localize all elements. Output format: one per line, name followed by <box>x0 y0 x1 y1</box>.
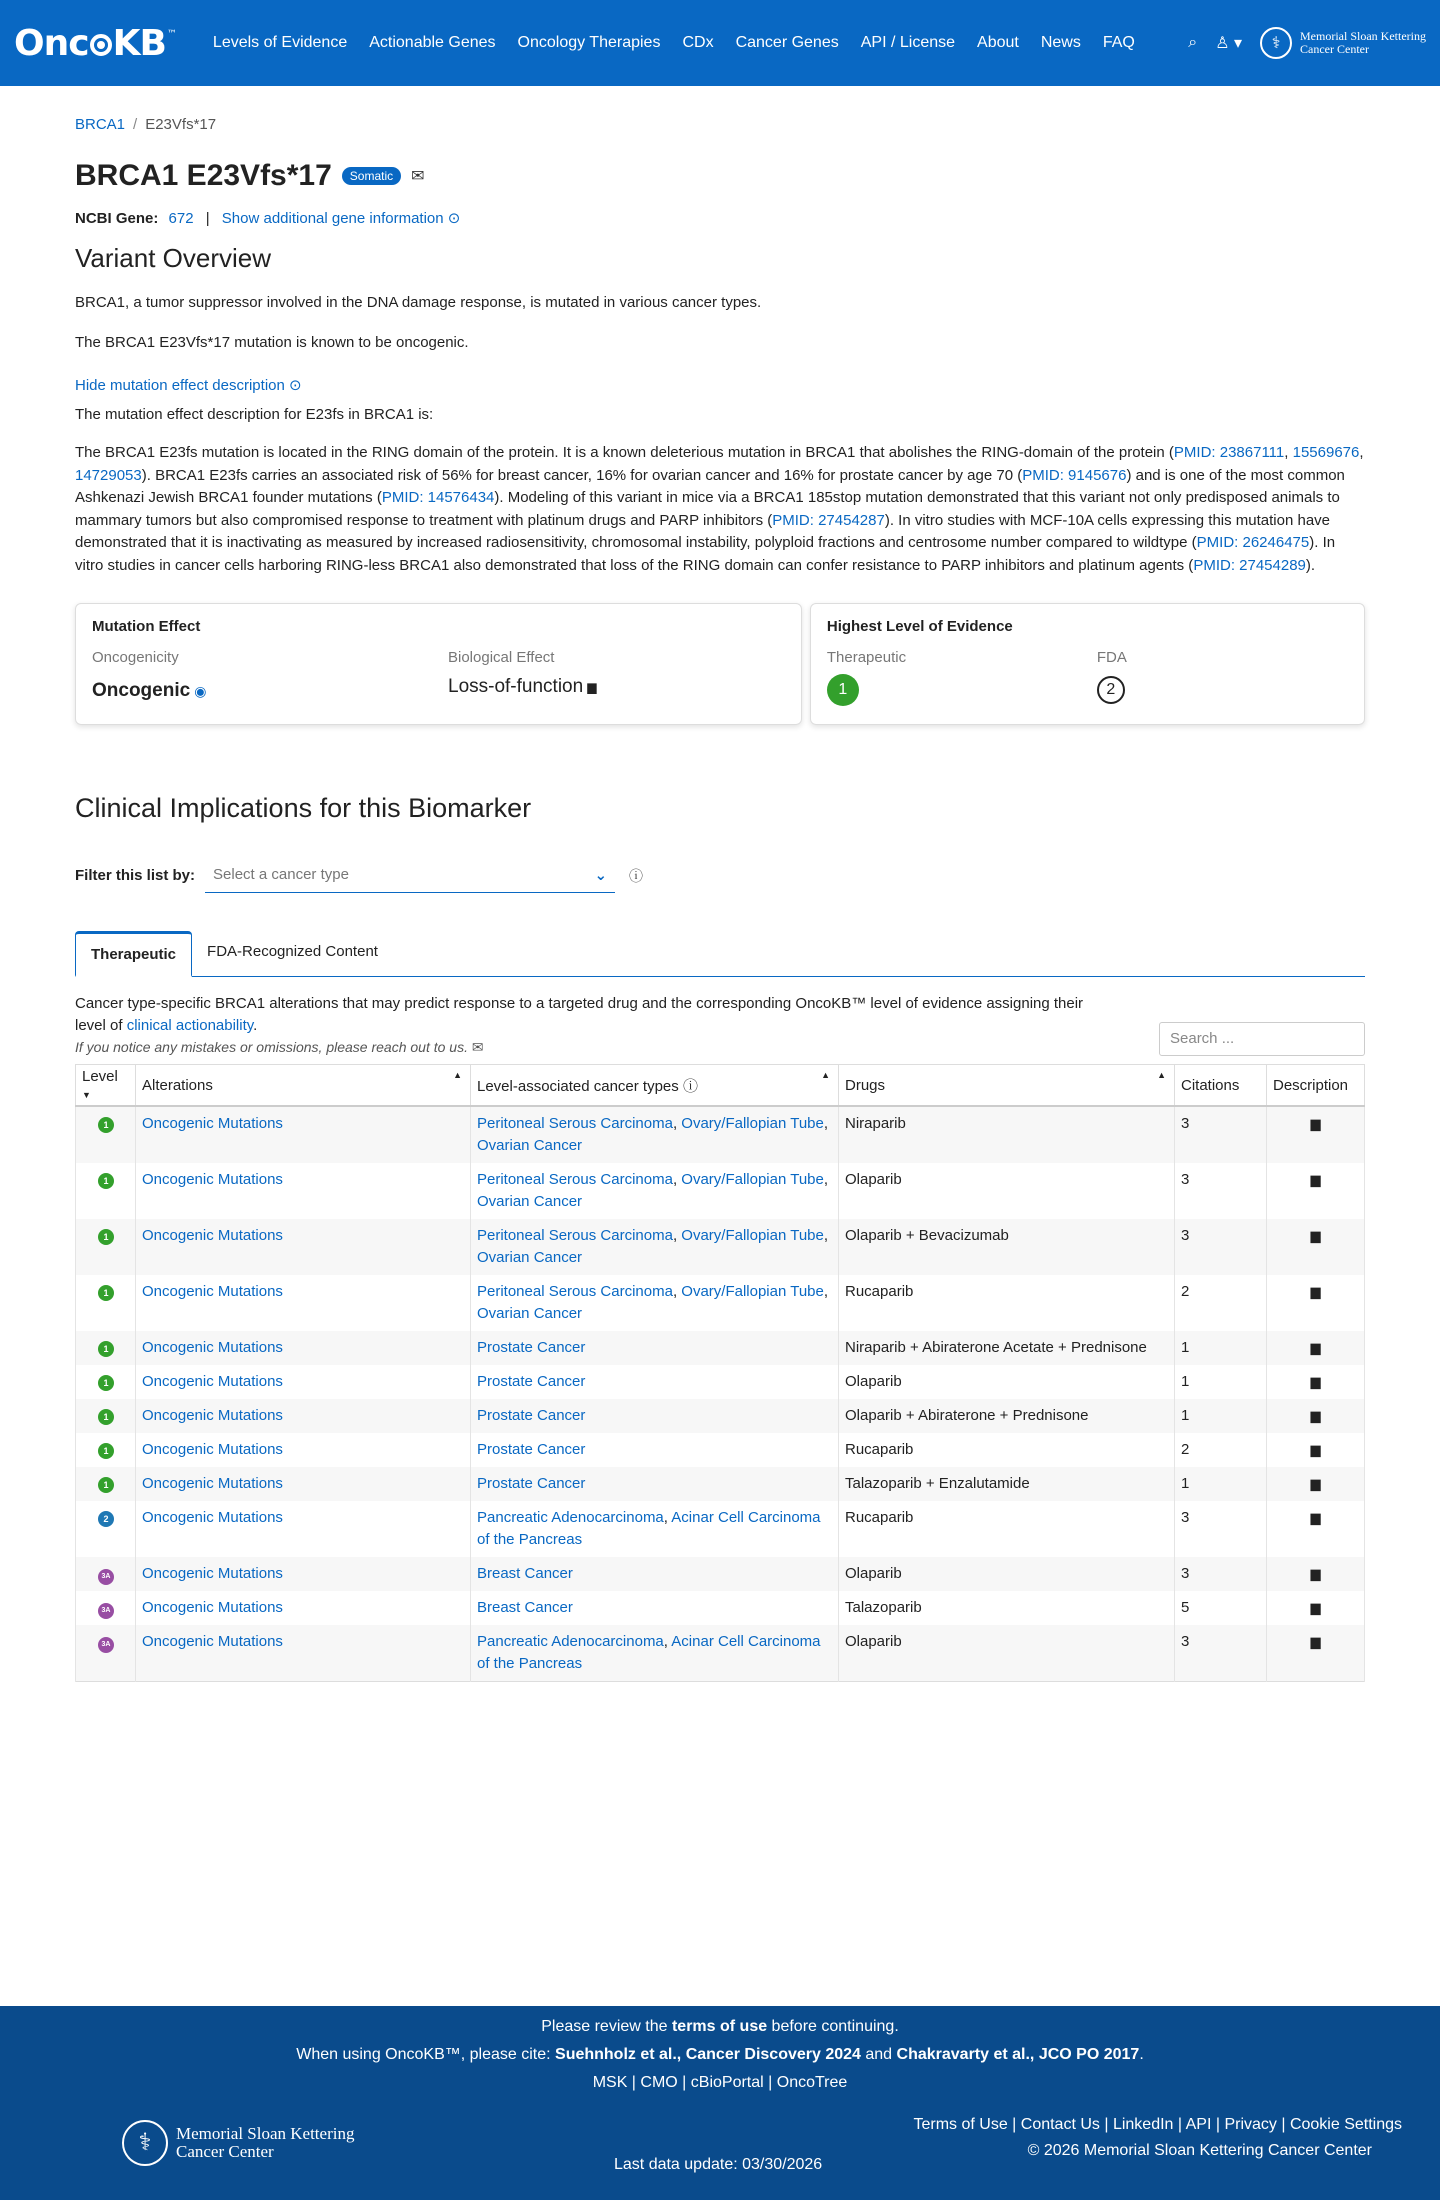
book-icon[interactable]: ▆ <box>1310 1408 1321 1423</box>
nav-right <box>1188 27 1426 59</box>
nav-link-cancer-genes[interactable]: Cancer Genes <box>735 34 839 51</box>
feedback-note[interactable]: If you notice any mistakes or omissions, please reach out to us. ✉ <box>75 1039 484 1055</box>
level-icon[interactable]: 1 <box>98 1409 114 1425</box>
desc-part: ). Modeling of this variant in mice via a BRCA1 185stop mutation demonstrated that this variant not only predisposed animals to mammary tumors but also compromised response to treatment with platinum drugs and PARP inhibitors ( <box>75 489 1340 529</box>
oncogenic-icon: ◉ <box>194 682 207 699</box>
chevron-down-icon: ⌄ <box>594 867 608 884</box>
book-icon[interactable]: ▆ <box>587 680 597 694</box>
cell-description <box>1267 1219 1365 1275</box>
alteration-link[interactable]: Oncogenic Mutations <box>142 1441 283 1458</box>
cell-drugs: Rucaparib <box>839 1275 1175 1331</box>
logo-tm: ™ <box>166 28 176 40</box>
cell-alteration <box>136 1625 471 1682</box>
summary-cards <box>75 603 1365 725</box>
cell-drugs: Rucaparib <box>839 1501 1175 1557</box>
table-row <box>76 1433 1365 1467</box>
pmid-link[interactable]: PMID: 26246475 <box>1196 534 1310 551</box>
gene-info-pipe: | <box>205 210 210 227</box>
cancer-type-link[interactable]: Pancreatic Adenocarcinoma <box>477 1509 664 1526</box>
intro-text-b: . <box>253 1017 258 1034</box>
cell-cancer-types <box>471 1219 839 1275</box>
highest-level-title: Highest Level of Evidence <box>826 618 1013 635</box>
header-cancer-label: Level-associated cancer types ⓘ <box>477 1077 698 1095</box>
level-icon[interactable]: 3A <box>98 1637 114 1653</box>
cell-alteration <box>136 1557 471 1591</box>
cell-citations[interactable]: 1 <box>1175 1467 1267 1501</box>
nav-link-about[interactable]: About <box>977 34 1019 51</box>
cell-level <box>76 1399 136 1433</box>
level-icon[interactable]: 3A <box>98 1569 114 1585</box>
nav-link-cdx[interactable]: CDx <box>682 34 714 51</box>
cancer-type-link[interactable]: Prostate Cancer <box>477 1441 586 1458</box>
cancer-type-comma: , <box>672 1227 682 1244</box>
cell-alteration <box>136 1501 471 1557</box>
book-icon[interactable]: ▆ <box>1310 1116 1321 1131</box>
therapeutic-label: Therapeutic <box>826 649 907 666</box>
cancer-type-link[interactable]: Acinar Cell Carcinoma of the Pancreas <box>477 1633 821 1672</box>
table-row <box>76 1219 1365 1275</box>
cell-level <box>76 1365 136 1399</box>
nav-link-levels-of-evidence[interactable]: Levels of Evidence <box>212 34 348 51</box>
footer-cite <box>0 2046 1440 2064</box>
cell-drugs: Olaparib <box>839 1163 1175 1219</box>
table-row <box>76 1591 1365 1625</box>
alteration-link[interactable]: Oncogenic Mutations <box>142 1339 283 1356</box>
user-icon[interactable]: ♙ ▾ <box>1215 35 1243 52</box>
cell-description <box>1267 1501 1365 1557</box>
msk-line2: Cancer Center <box>1300 42 1369 56</box>
cell-citations[interactable]: 3 <box>1175 1557 1267 1591</box>
alteration-link[interactable]: Oncogenic Mutations <box>142 1633 283 1650</box>
level-icon[interactable]: 3A <box>98 1603 114 1619</box>
cancer-type-link[interactable]: Prostate Cancer <box>477 1373 586 1390</box>
cell-drugs: Niraparib <box>839 1106 1175 1163</box>
cancer-type-comma: , <box>663 1509 672 1526</box>
intro-text <box>75 993 1105 1037</box>
cell-cancer-types <box>471 1365 839 1399</box>
cancer-type-link[interactable]: Breast Cancer <box>477 1599 573 1616</box>
logo-text-a: Onc <box>14 22 89 64</box>
cancer-type-comma: , <box>823 1283 829 1300</box>
alteration-link[interactable]: Oncogenic Mutations <box>142 1407 283 1424</box>
cancer-type-link[interactable]: Pancreatic Adenocarcinoma <box>477 1633 664 1650</box>
level-icon[interactable]: 1 <box>98 1375 114 1391</box>
cell-description <box>1267 1275 1365 1331</box>
cell-description <box>1267 1433 1365 1467</box>
filter-label: Filter this list by: <box>75 867 196 884</box>
cancer-type-comma: , <box>672 1283 682 1300</box>
highest-level-cols <box>827 649 1348 706</box>
cell-cancer-types <box>471 1501 839 1557</box>
therapeutic-col <box>827 649 1097 706</box>
cancer-type-comma: , <box>663 1633 672 1650</box>
cell-citations[interactable]: 3 <box>1175 1163 1267 1219</box>
footer-msk-line1: Memorial Sloan Kettering <box>176 2124 355 2143</box>
breadcrumb <box>75 116 1365 133</box>
book-icon[interactable]: ▆ <box>1310 1634 1321 1649</box>
cell-cancer-types <box>471 1399 839 1433</box>
header-description <box>1267 1065 1365 1107</box>
fda-label: FDA <box>1096 649 1127 666</box>
cell-citations[interactable]: 2 <box>1175 1433 1267 1467</box>
book-icon[interactable]: ▆ <box>1310 1442 1321 1457</box>
level-icon[interactable]: 1 <box>98 1285 114 1301</box>
cell-drugs: Olaparib <box>839 1557 1175 1591</box>
header-level-label: Level <box>82 1068 118 1085</box>
search-icon[interactable]: ⌕ <box>1188 34 1198 51</box>
cancer-type-link[interactable]: Prostate Cancer <box>477 1339 586 1356</box>
cancer-type-link[interactable]: Peritoneal Serous Carcinoma <box>477 1171 673 1188</box>
therapeutic-table <box>75 1064 1365 1682</box>
cell-description <box>1267 1467 1365 1501</box>
breadcrumb-gene-link[interactable]: BRCA1 <box>75 116 126 133</box>
cancer-type-link[interactable]: Ovary/Fallopian Tube <box>681 1227 824 1244</box>
table-row <box>76 1399 1365 1433</box>
pmid-link[interactable]: 15569676 <box>1292 444 1360 461</box>
cell-level <box>76 1625 136 1682</box>
header-cancer-types[interactable]: Level-associated cancer types ⓘ ▲ <box>471 1065 839 1107</box>
desc-part: ). <box>1305 556 1316 574</box>
level-icon[interactable]: 1 <box>98 1443 114 1459</box>
cancer-type-link[interactable]: Ovarian Cancer <box>477 1193 583 1210</box>
msk-emblem-icon: ⚕ <box>1260 27 1292 59</box>
cell-description <box>1267 1331 1365 1365</box>
mail-icon[interactable]: ✉ <box>411 168 425 185</box>
cell-level <box>76 1467 136 1501</box>
alteration-link[interactable]: Oncogenic Mutations <box>142 1509 283 1526</box>
footer-msk-line2: Cancer Center <box>176 2142 274 2161</box>
breadcrumb-variant: E23Vfs*17 <box>145 116 217 133</box>
cell-citations[interactable]: 1 <box>1175 1365 1267 1399</box>
cancer-type-comma: , <box>823 1115 829 1132</box>
cancer-type-link[interactable]: Ovary/Fallopian Tube <box>681 1115 824 1132</box>
cell-alteration <box>136 1365 471 1399</box>
breadcrumb-sep: / <box>133 116 138 133</box>
cancer-type-link[interactable]: Ovarian Cancer <box>477 1249 583 1266</box>
therapeutic-level-icon[interactable]: 1 <box>827 674 859 706</box>
cell-drugs: Olaparib + Abiraterone + Prednisone <box>839 1399 1175 1433</box>
book-icon[interactable]: ▆ <box>1310 1374 1321 1389</box>
book-icon[interactable]: ▆ <box>1310 1510 1321 1525</box>
logo-text-b: KB <box>112 22 166 64</box>
desc-comma: , <box>1359 444 1364 461</box>
cell-description <box>1267 1557 1365 1591</box>
filter-row <box>75 858 1365 893</box>
cancer-type-comma: , <box>672 1171 682 1188</box>
clinical-actionability-link[interactable]: clinical actionability <box>126 1017 254 1034</box>
biological-effect-value: Loss-of-function <box>448 676 584 697</box>
level-icon[interactable]: 1 <box>98 1229 114 1245</box>
level-icon[interactable]: 1 <box>98 1117 114 1133</box>
table-row <box>76 1467 1365 1501</box>
msk-emblem-icon: ⚕ <box>122 2120 168 2166</box>
table-row <box>76 1365 1365 1399</box>
oncogenicity-label: Oncogenicity <box>92 649 179 666</box>
table-header-row <box>76 1065 1365 1107</box>
cell-cancer-types <box>471 1331 839 1365</box>
select-placeholder: Select a cancer type <box>213 866 349 883</box>
alteration-link[interactable]: Oncogenic Mutations <box>142 1373 283 1390</box>
cell-alteration <box>136 1219 471 1275</box>
table-row <box>76 1275 1365 1331</box>
book-icon[interactable]: ▆ <box>1310 1476 1321 1491</box>
cell-alteration <box>136 1275 471 1331</box>
cancer-type-select[interactable] <box>205 858 615 893</box>
nav-links <box>202 34 1188 52</box>
tab-intro <box>75 993 1365 1056</box>
table-row <box>76 1331 1365 1365</box>
cell-alteration <box>136 1591 471 1625</box>
cell-level <box>76 1106 136 1163</box>
cite-text-c: and <box>860 2046 897 2063</box>
cell-cancer-types <box>471 1625 839 1682</box>
level-icon[interactable]: 2 <box>98 1511 114 1527</box>
alteration-link[interactable]: Oncogenic Mutations <box>142 1227 283 1244</box>
cell-alteration <box>136 1163 471 1219</box>
mutation-effect-cols <box>92 649 785 702</box>
desc-part: ) and is one of the most common Ashkenazi Jewish BRCA1 founder mutations ( <box>75 466 1345 506</box>
cite-text-a: When using OncoKB™, please cite: <box>296 2046 556 2063</box>
cancer-type-link[interactable]: Peritoneal Serous Carcinoma <box>477 1227 673 1244</box>
clinical-implications-heading: Clinical Implications for this Biomarker <box>75 793 532 823</box>
footer-partner-links[interactable]: MSK | CMO | cBioPortal | OncoTree <box>592 2074 848 2091</box>
cell-alteration <box>136 1433 471 1467</box>
cite-chakravarty-link[interactable]: Chakravarty et al., JCO PO 2017 <box>896 2046 1140 2063</box>
somatic-badge: Somatic <box>342 167 401 185</box>
cancer-type-link[interactable]: Prostate Cancer <box>477 1475 586 1492</box>
variant-summary: The BRCA1 E23Vfs*17 mutation is known to be oncogenic. <box>75 334 469 351</box>
cell-citations[interactable]: 1 <box>1175 1399 1267 1433</box>
hide-mutation-effect-link[interactable]: Hide mutation effect description ⊙ <box>75 377 302 394</box>
level-icon[interactable]: 1 <box>98 1173 114 1189</box>
desc-comma: , <box>1284 444 1293 461</box>
tabs <box>75 931 1365 977</box>
cell-level <box>76 1219 136 1275</box>
cell-description <box>1267 1591 1365 1625</box>
cell-drugs: Niraparib + Abiraterone Acetate + Prednisone <box>839 1331 1175 1365</box>
cancer-type-link[interactable]: Acinar Cell Carcinoma of the Pancreas <box>477 1509 821 1548</box>
cell-citations[interactable]: 3 <box>1175 1219 1267 1275</box>
footer-legal-links[interactable]: Terms of Use | Contact Us | LinkedIn | API | Privacy | Cookie Settings <box>913 2116 1402 2133</box>
cell-level <box>76 1163 136 1219</box>
logo-ring-icon <box>90 34 112 56</box>
info-icon[interactable]: ⓘ <box>629 867 644 884</box>
biological-effect-col <box>448 649 596 702</box>
cell-alteration <box>136 1399 471 1433</box>
cell-cancer-types <box>471 1467 839 1501</box>
pmid-link[interactable]: PMID: 9145676 <box>1022 466 1127 484</box>
intro-block <box>75 993 1105 1056</box>
header-alterations[interactable]: Alterations ▲ <box>136 1065 471 1107</box>
cancer-type-link[interactable]: Ovary/Fallopian Tube <box>681 1171 824 1188</box>
ncbi-gene-label: NCBI Gene: <box>75 210 159 227</box>
cell-description <box>1267 1365 1365 1399</box>
cell-drugs: Rucaparib <box>839 1433 1175 1467</box>
nav-link-news[interactable]: News <box>1040 34 1081 51</box>
cell-description <box>1267 1163 1365 1219</box>
desc-part: The BRCA1 E23fs mutation is located in the RING domain of the protein. It is a known deleterious mutation in BRCA1 that abolishes the RING-domain of the protein ( <box>75 444 1174 461</box>
cell-description <box>1267 1106 1365 1163</box>
cancer-type-comma: , <box>823 1227 829 1244</box>
variant-overview-heading: Variant Overview <box>75 243 272 273</box>
cancer-type-link[interactable]: Ovarian Cancer <box>477 1305 583 1322</box>
header-alterations-label: Alterations <box>142 1076 213 1094</box>
cancer-type-comma: , <box>823 1171 829 1188</box>
desc-part: ). In vitro studies with MCF-10A cells expressing this mutation have demonstrated that it is inactivating as measured by increased radiosensitivity, chromosomal instability, polyploid fractions and centrosome number compared to wildtype ( <box>75 511 1331 551</box>
terms-of-use-link[interactable]: terms of use <box>671 2018 768 2035</box>
nav-link-oncology-therapies[interactable]: Oncology Therapies <box>517 34 661 51</box>
cell-cancer-types <box>471 1275 839 1331</box>
oncogenicity-value: Oncogenic <box>92 680 191 701</box>
alteration-link[interactable]: Oncogenic Mutations <box>142 1599 283 1616</box>
pmid-link[interactable]: PMID: 23867111 <box>1173 444 1285 461</box>
footer-links <box>913 2116 1402 2160</box>
oncokb-logo[interactable] <box>14 23 176 64</box>
tab-therapeutic[interactable]: Therapeutic <box>75 931 192 977</box>
pmid-link[interactable]: PMID: 27454289 <box>1193 556 1306 574</box>
cell-citations[interactable]: 1 <box>1175 1331 1267 1365</box>
level-icon[interactable]: 1 <box>98 1341 114 1357</box>
table-row <box>76 1625 1365 1682</box>
cell-level <box>76 1591 136 1625</box>
last-data-update: Last data update: 03/30/2026 <box>614 2156 823 2173</box>
book-icon[interactable]: ▆ <box>1310 1600 1321 1615</box>
cancer-type-link[interactable]: Ovarian Cancer <box>477 1137 583 1154</box>
cell-level <box>76 1433 136 1467</box>
cell-drugs: Olaparib + Bevacizumab <box>839 1219 1175 1275</box>
pmid-link[interactable]: PMID: 27454287 <box>772 511 885 529</box>
alteration-link[interactable]: Oncogenic Mutations <box>142 1171 283 1188</box>
book-icon[interactable]: ▆ <box>1310 1228 1321 1243</box>
nav-link-api-license[interactable]: API / License <box>860 34 956 51</box>
cell-citations[interactable]: 3 <box>1175 1501 1267 1557</box>
fda-level-icon[interactable]: 2 <box>1097 676 1125 704</box>
pmid-link[interactable]: 14729053 <box>75 466 142 484</box>
cell-level <box>76 1275 136 1331</box>
cell-description <box>1267 1625 1365 1682</box>
desc-part: ). BRCA1 E23fs carries an associated risk of 56% for breast cancer, 16% for ovarian cancer and 16% for prostate cancer by age 70 ( <box>141 466 1023 484</box>
header-citations[interactable] <box>1175 1065 1267 1107</box>
cell-citations[interactable]: 2 <box>1175 1275 1267 1331</box>
msk-line1: Memorial Sloan Kettering <box>1300 29 1426 43</box>
alteration-link[interactable]: Oncogenic Mutations <box>142 1475 283 1492</box>
oncogenicity-col <box>92 649 448 702</box>
cancer-type-link[interactable]: Breast Cancer <box>477 1565 573 1582</box>
footer-msk-logo[interactable] <box>122 2120 354 2166</box>
cancer-type-link[interactable]: Peritoneal Serous Carcinoma <box>477 1283 673 1300</box>
page-title: BRCA1 E23Vfs*17 <box>75 159 332 192</box>
main-content <box>0 116 1440 1682</box>
table-row <box>76 1557 1365 1591</box>
ncbi-gene-link[interactable]: 672 <box>168 210 194 227</box>
cell-drugs: Talazoparib <box>839 1591 1175 1625</box>
book-icon[interactable]: ▆ <box>1310 1284 1321 1299</box>
cell-cancer-types <box>471 1106 839 1163</box>
top-navbar <box>0 0 1440 86</box>
cell-drugs: Olaparib <box>839 1365 1175 1399</box>
cancer-type-link[interactable]: Peritoneal Serous Carcinoma <box>477 1115 673 1132</box>
book-icon[interactable]: ▆ <box>1310 1566 1321 1581</box>
cell-cancer-types <box>471 1557 839 1591</box>
header-level[interactable]: Level ▼ <box>76 1065 136 1107</box>
alteration-link[interactable]: Oncogenic Mutations <box>142 1283 283 1300</box>
cell-level <box>76 1331 136 1365</box>
cite-suehnholz-link[interactable]: Suehnholz et al., Cancer Discovery 2024 <box>555 2046 861 2063</box>
cell-citations[interactable]: 5 <box>1175 1591 1267 1625</box>
cell-citations[interactable]: 3 <box>1175 1625 1267 1682</box>
pmid-link[interactable]: PMID: 14576434 <box>381 489 495 506</box>
gene-summary: BRCA1, a tumor suppressor involved in the DNA damage response, is mutated in various cancer types. <box>75 294 762 311</box>
book-icon[interactable]: ▆ <box>1310 1172 1321 1187</box>
table-row <box>76 1106 1365 1163</box>
cell-alteration <box>136 1467 471 1501</box>
table-row <box>76 1501 1365 1557</box>
msk-logo[interactable] <box>1260 27 1426 59</box>
terms-text-a: Please review the <box>541 2018 672 2035</box>
footer <box>0 2006 1440 2200</box>
mutation-effect-description <box>75 442 1365 577</box>
alteration-link[interactable]: Oncogenic Mutations <box>142 1565 283 1582</box>
cell-drugs: Talazoparib + Enzalutamide <box>839 1467 1175 1501</box>
mutation-effect-card <box>75 603 802 725</box>
mutation-effect-intro: The mutation effect description for E23fs in BRCA1 is: <box>75 406 434 423</box>
cite-text-e: . <box>1139 2046 1144 2063</box>
level-icon[interactable]: 1 <box>98 1477 114 1493</box>
cell-alteration <box>136 1106 471 1163</box>
header-drugs[interactable]: Drugs ▲ <box>839 1065 1175 1107</box>
cell-level <box>76 1501 136 1557</box>
cell-citations[interactable]: 3 <box>1175 1106 1267 1163</box>
cell-cancer-types <box>471 1163 839 1219</box>
cell-drugs: Olaparib <box>839 1625 1175 1682</box>
highest-level-card <box>810 603 1365 725</box>
book-icon[interactable]: ▆ <box>1310 1340 1321 1355</box>
header-citations-label: Citations <box>1181 1076 1240 1094</box>
cancer-type-comma: , <box>672 1115 682 1132</box>
footer-copyright: © 2026 Memorial Sloan Kettering Cancer Center <box>1027 2142 1372 2159</box>
terms-text-c: before continuing. <box>767 2018 899 2035</box>
header-drugs-label: Drugs <box>845 1076 886 1094</box>
gene-info-row <box>75 209 1365 227</box>
nav-link-faq[interactable]: FAQ <box>1102 34 1135 51</box>
desc-part: ). In vitro studies in cancer cells harboring RING-less BRCA1 also demonstrated that loss of the RING domain can confer resistance to PARP inhibitors and platinum agents ( <box>75 534 1336 574</box>
nav-link-actionable-genes[interactable]: Actionable Genes <box>369 34 496 51</box>
table-search-input[interactable]: Search ... <box>1159 1022 1365 1056</box>
biological-effect-label: Biological Effect <box>448 649 555 666</box>
cell-alteration <box>136 1331 471 1365</box>
cell-description <box>1267 1399 1365 1433</box>
intro-text-a: Cancer type-specific BRCA1 alterations that may predict response to a targeted drug and the corresponding OncoKB™ level of evidence assigning their level of <box>75 995 1084 1034</box>
mutation-effect-title: Mutation Effect <box>92 618 201 635</box>
alteration-link[interactable]: Oncogenic Mutations <box>142 1115 283 1132</box>
cell-cancer-types <box>471 1433 839 1467</box>
footer-terms <box>0 2006 1440 2036</box>
show-gene-info-link[interactable]: Show additional gene information ⊙ <box>221 210 461 227</box>
tab-fda-recognized[interactable]: FDA-Recognized Content <box>207 943 378 960</box>
header-description-label: Description <box>1273 1076 1349 1094</box>
cancer-type-link[interactable]: Prostate Cancer <box>477 1407 586 1424</box>
cancer-type-link[interactable]: Ovary/Fallopian Tube <box>681 1283 824 1300</box>
title-row <box>75 159 1365 193</box>
table-body <box>76 1106 1365 1682</box>
cell-level <box>76 1557 136 1591</box>
fda-col <box>1097 649 1127 706</box>
table-row <box>76 1163 1365 1219</box>
cell-cancer-types <box>471 1591 839 1625</box>
